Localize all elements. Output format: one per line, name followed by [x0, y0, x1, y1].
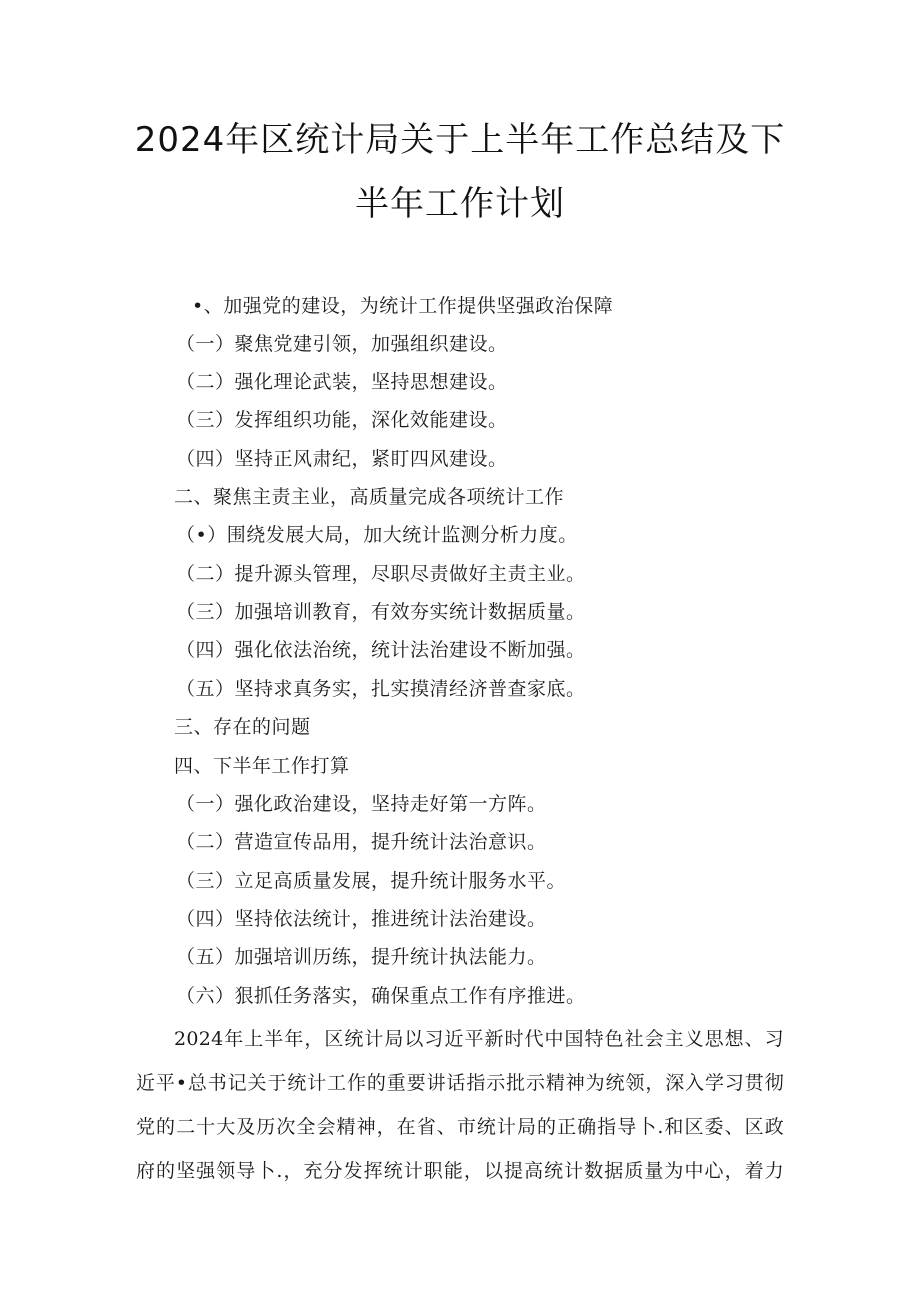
outline-item: （三）发挥组织功能，深化效能建设。 — [176, 409, 508, 431]
section-heading-4: 四、下半年工作打算 — [174, 755, 350, 777]
document-title-line-1: 2024年区统计局关于上半年工作总结及下 — [134, 120, 786, 160]
outline-item: （三）立足高质量发展，提升统计服务水平。 — [176, 870, 567, 892]
paragraph-line: 府的坚强领导卜.，充分发挥统计职能，以提高统计数据质量为中心，着力 — [136, 1160, 784, 1182]
outline-item: （二）提升源头管理，尽职尽责做好主责主业。 — [176, 563, 586, 585]
outline-item: （一）聚焦党建引领，加强组织建设。 — [176, 333, 508, 355]
outline-item: （•）围绕发展大局，加大统计监测分析力度。 — [176, 524, 578, 546]
outline-item: （六）狠抓任务落实，确保重点工作有序推进。 — [176, 985, 586, 1007]
outline-item: （四）强化依法治统，统计法治建设不断加强。 — [176, 639, 586, 661]
outline-item: （三）加强培训教育，有效夯实统计数据质量。 — [176, 601, 586, 623]
outline-item: （四）坚持依法统计，推进统计法治建设。 — [176, 908, 547, 930]
outline-item: （一）强化政治建设，坚持走好第一方阵。 — [176, 793, 547, 815]
outline-item: （五）加强培训历练，提升统计执法能力。 — [176, 946, 547, 968]
section-heading-1: •、加强党的建设，为统计工作提供坚强政治保障 — [192, 295, 614, 317]
paragraph-line: 2024年上半年，区统计局以习近平新时代中国特色社会主义思想、习 — [174, 1028, 784, 1050]
paragraph-line: 党的二十大及历次全会精神，在省、市统计局的正确指导卜.和区委、区政 — [136, 1116, 784, 1138]
section-heading-2: 二、聚焦主责主业，高质量完成各项统计工作 — [174, 486, 565, 508]
section-heading-3: 三、存在的问题 — [174, 716, 311, 738]
outline-item: （四）坚持正风肃纪，紧盯四风建设。 — [176, 448, 508, 470]
outline-item: （五）坚持求真务实，扎实摸清经济普查家底。 — [176, 678, 586, 700]
paragraph-line: 近平•总书记关于统计工作的重要讲话指示批示精神为统领，深入学习贯彻 — [136, 1072, 784, 1094]
document-title-line-2: 半年工作计划 — [355, 184, 565, 224]
outline-item: （二）营造宣传品用，提升统计法治意识。 — [176, 831, 547, 853]
outline-item: （二）强化理论武装，坚持思想建设。 — [176, 371, 508, 393]
